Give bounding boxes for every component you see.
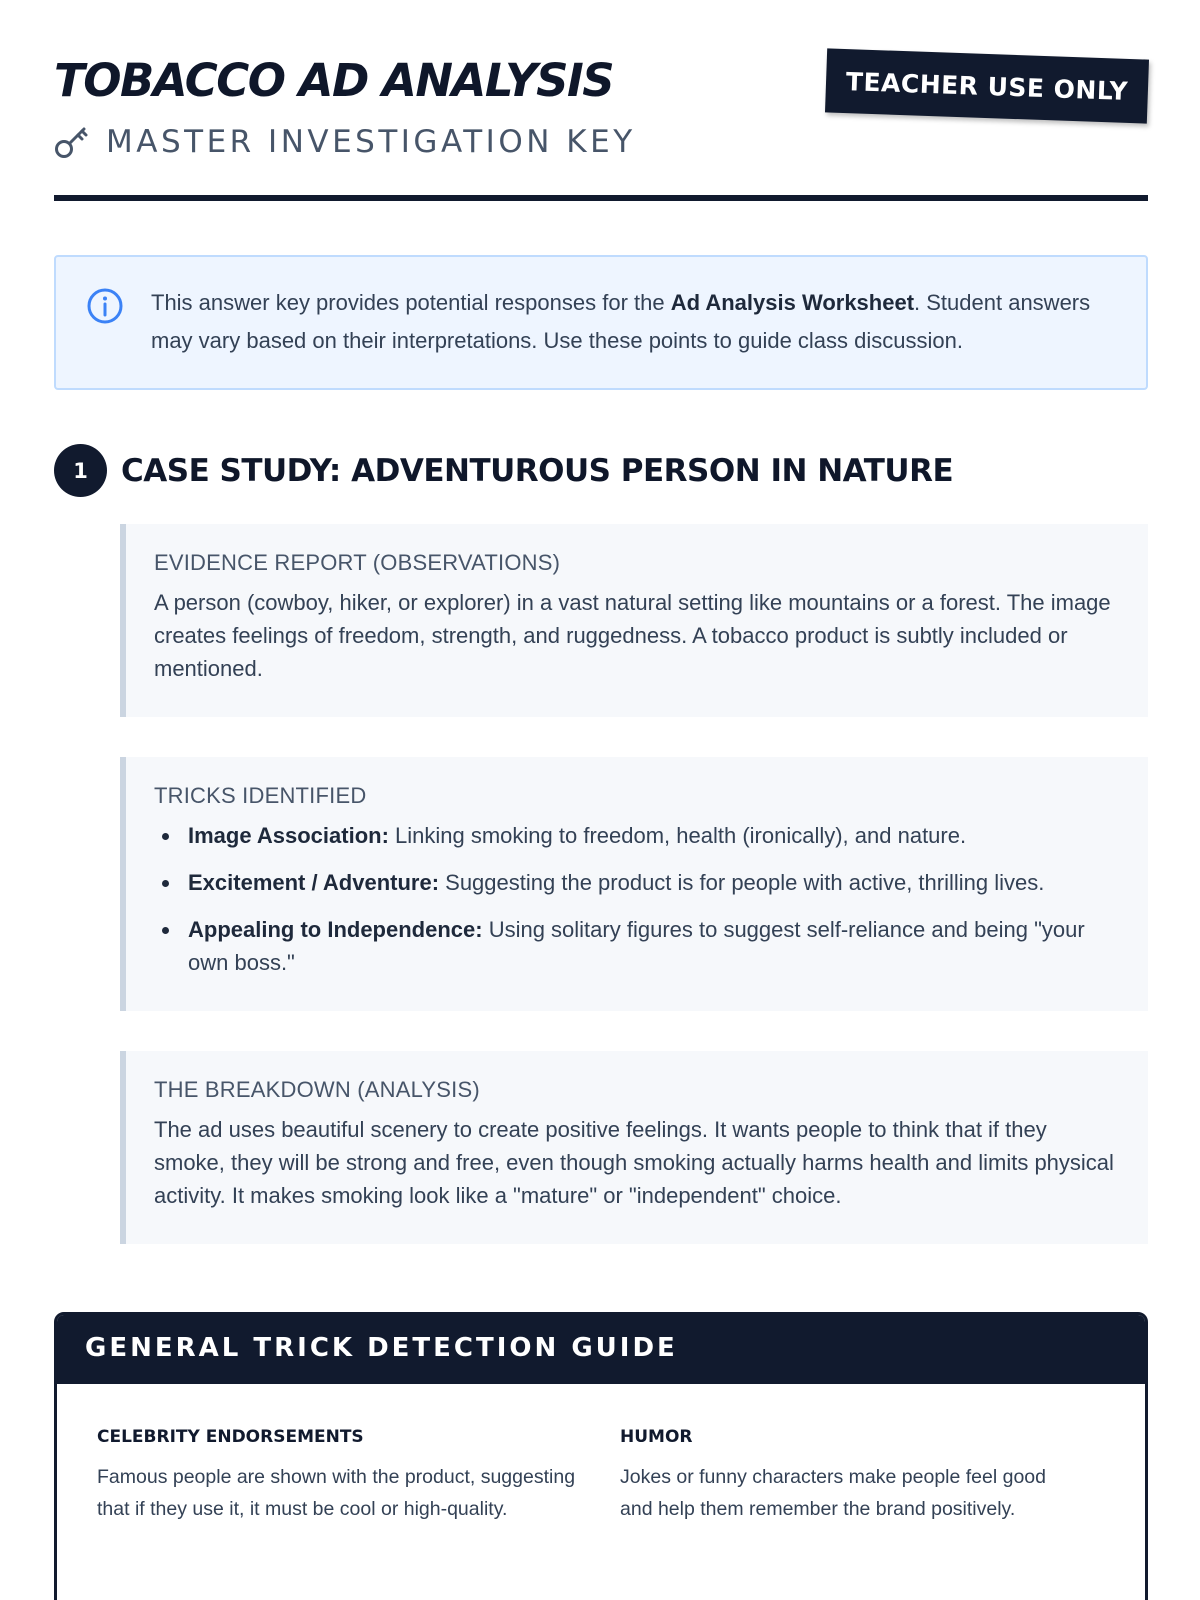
- evidence-text: A person (cowboy, hiker, or explorer) in a vast natural setting like mountains or a forest. The image creates feelings of freedom, strength, and ruggedness. A tobacco product is subtly included or mentioned.: [154, 590, 1111, 681]
- guide-item-text: Famous people are shown with the product, suggesting that if they use it, it must be cool or high-quality.: [97, 1466, 576, 1520]
- guide-grid: [97, 1427, 1105, 1525]
- breakdown-card: [120, 1051, 1148, 1244]
- case-study-title: CASE STUDY: ADVENTUROUS PERSON IN NATURE: [121, 452, 954, 489]
- page-title: TOBACCO AD ANALYSIS: [54, 54, 614, 107]
- evidence-card: [120, 524, 1148, 717]
- trick-item: Appealing to Independence: Using solitary figures to suggest self-reliance and being "your own boss.": [154, 913, 1118, 979]
- guide-item: [97, 1427, 620, 1525]
- guide-title: GENERAL TRICK DETECTION GUIDE: [57, 1315, 1145, 1384]
- info-callout: [54, 255, 1148, 390]
- info-icon: [86, 287, 124, 325]
- info-text: This answer key provides potential responses for the Ad Analysis Worksheet. Student answers may vary based on their interpretations. Use these points to guide class discussion.: [151, 290, 1091, 353]
- case-study-heading: [54, 444, 953, 497]
- guide-item-title: CELEBRITY ENDORSEMENTS: [97, 1427, 364, 1447]
- worksheet-name: Ad Analysis Worksheet: [670, 290, 915, 315]
- teacher-use-stamp: TEACHER USE ONLY: [825, 48, 1149, 123]
- guide-item-text: Jokes or funny characters make people feel good and help them remember the brand positively.: [620, 1466, 1047, 1520]
- breakdown-text: The ad uses beautiful scenery to create positive feelings. It wants people to think that if they smoke, they will be strong and free, even though smoking actually harms health and limits physical activity. It makes smoking look like a "mature" or "independent" choice.: [154, 1117, 1114, 1208]
- breakdown-label: THE BREAKDOWN (ANALYSIS): [154, 1077, 480, 1102]
- trick-item: Image Association: Linking smoking to freedom, health (ironically), and nature.: [154, 819, 1118, 852]
- subtitle-text: MASTER INVESTIGATION KEY: [106, 124, 636, 160]
- guide-item-title: HUMOR: [620, 1427, 693, 1447]
- key-icon: [54, 124, 90, 160]
- trick-item: Excitement / Adventure: Suggesting the product is for people with active, thrilling lives.: [154, 866, 1118, 899]
- guide-item: [620, 1427, 1105, 1525]
- tricks-card: [120, 757, 1148, 1011]
- evidence-label: EVIDENCE REPORT (OBSERVATIONS): [154, 550, 561, 575]
- trick-detection-guide: [54, 1312, 1148, 1600]
- section-number-badge: 1: [54, 444, 107, 497]
- page-subtitle: [54, 124, 636, 160]
- tricks-label: TRICKS IDENTIFIED: [154, 783, 367, 808]
- tricks-list: [154, 819, 1118, 979]
- page-header: [54, 50, 1148, 201]
